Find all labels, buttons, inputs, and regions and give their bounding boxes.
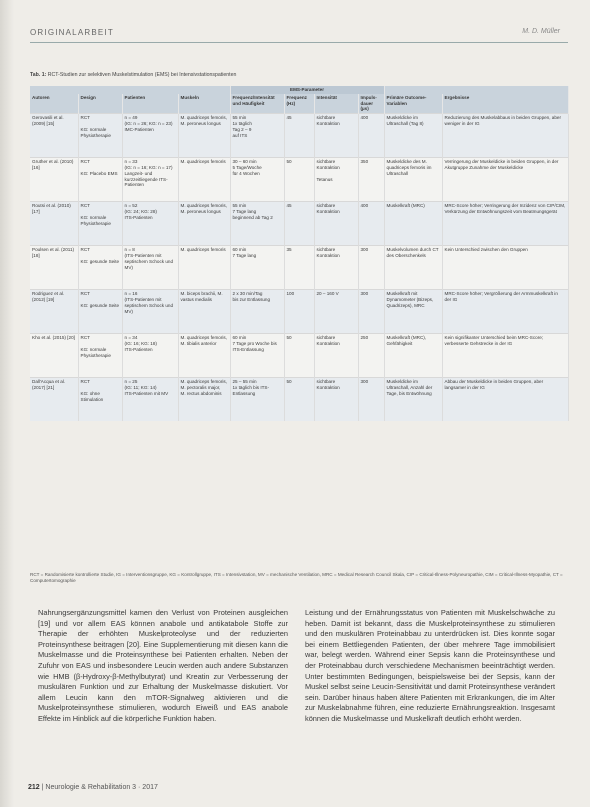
table-row (30, 246, 568, 290)
table-cell-outcome: Muskeldicke im Ultraschall, Anzahl der Tage, bis Entwöhnung (384, 378, 442, 422)
table-row (30, 202, 568, 246)
study-table-grid (30, 86, 569, 421)
table-cell-intensitaet: 20 – 160 V (314, 290, 358, 334)
table-caption-label: Tab. 1: (30, 72, 47, 78)
page-shadow (0, 0, 14, 807)
table-cell-haeufigkeit: 55 min 1x täglich Tag 2 – 9 auf ITS (230, 114, 284, 158)
table-cell-design: RCT KG: gesunde Seite (78, 246, 122, 290)
table-cell-autoren: Gerovasili et al. (2009) [15] (30, 114, 78, 158)
table-cell-outcome: Muskelkraft (MRC) (384, 202, 442, 246)
table-cell-impuls: 350 (358, 158, 384, 202)
table-cell-impuls: 300 (358, 290, 384, 334)
table-cell-design: RCT KG: normale Physiotherapie (78, 334, 122, 378)
table-cell-haeufigkeit: 30 – 60 min 5 Tage/Woche für 4 Wochen (230, 158, 284, 202)
table-cell-patienten: n = 16 (ITS-Patienten mit septischem Schock und MV) (122, 290, 178, 334)
table-cell-patienten: n = 33 (IG: n = 16; KG: n = 17) Langzeit- und kurzzeitliegende ITS-Patienten (122, 158, 178, 202)
table-cell-muskeln: M. quadriceps femoris, M. peroneus longus (178, 202, 230, 246)
table-cell-impuls: 250 (358, 334, 384, 378)
table-cell-outcome: Muskelkraft mit Dynamometer (Bizeps, Quadrizeps), MRC (384, 290, 442, 334)
column-header: Primäre Outcome-Variablen (384, 94, 442, 114)
header-spacer-right (384, 86, 568, 94)
column-header: Frequenz (Hz) (284, 94, 314, 114)
table-cell-ergebnisse: MRC-Score höher; Vergrößerung der Armmuskelkraft in der IG (442, 290, 568, 334)
header-rule (30, 42, 568, 43)
table-cell-haeufigkeit: 60 min 7 Tage lang (230, 246, 284, 290)
table-cell-ergebnisse: MRC-Score höher; Verringerung der Inzidenz von CIP/CIM, Verkürzung der Entwöhnungszeit vom Beatmungsgerät (442, 202, 568, 246)
page-footer (28, 784, 158, 791)
table-cell-muskeln: M. quadriceps femoris, M. pectoralis major, M. rectus abdominis (178, 378, 230, 422)
column-header: Impuls-dauer (µs) (358, 94, 384, 114)
table-footnote: RCT = Randomisierte kontrollierte Studie, IG = Interventionsgruppe, KG = Kontrollgruppe, ITS = Intensivstation, MV = mechanische Ventilation, MRC = Medical Research Council Skala, CIP = Critical-Illness-Polyneuropathie, CIM = Critical-Illness-Myopathie, CT = Computertomographie (30, 572, 563, 583)
table-cell-impuls: 300 (358, 378, 384, 422)
table-cell-frequenz: 45 (284, 202, 314, 246)
table-cell-muskeln: M. quadriceps femoris (178, 158, 230, 202)
body-column-right: Leistung und der Ernährungsstatus von Patienten mit Muskelschwäche zu heben. Damit ist bekannt, dass die Muskelproteinsynthese zu stimulieren und den muskulären Proteinabbau zu unterdrücken ist. Dies konnte sogar bei einem Bettliegenden Patienten, der über mehrere Tage immobilisiert war, belegt werden. Während einer Sepsis kann die Proteinsynthese und der Proteinabbau durch verschiedene Mechanismen beeinträchtigt werden. Unter bestimmten Bedingungen, beispielsweise bei der Sepsis, kann der Muskel selbst seine Leucin-Sensitivität und damit Proteinsynthese verändert sein. Darüber hinaus haben ältere Patienten mit Erkrankungen, die im Alter zur Muskelabnahme führen, eine reduzierte Ernährungsreaktion. Insgesamt können die Muskelmasse und Muskelkraft deutlich erhöht werden. (305, 608, 555, 723)
table-row (30, 334, 568, 378)
table-cell-design: RCT KG: ohne Stimulation (78, 378, 122, 422)
table-cell-impuls: 400 (358, 114, 384, 158)
table-cell-outcome: Muskelkraft (MRC), Gehfähigkeit (384, 334, 442, 378)
table-cell-muskeln: M. quadriceps femoris, M. peroneus longus (178, 114, 230, 158)
table-cell-impuls: 300 (358, 246, 384, 290)
section-label: ORIGINALARBEIT (30, 28, 114, 37)
table-cell-haeufigkeit: 60 min 7 Tage pro Woche bis ITS-Entlassung (230, 334, 284, 378)
column-header: Frequenz/Intensität und Häufigkeit (230, 94, 284, 114)
table-cell-autoren: Rodriguez et al. (2012) [19] (30, 290, 78, 334)
table-cell-patienten: n = 8 (ITS-Patienten mit septischem Schock und MV) (122, 246, 178, 290)
table-cell-autoren: Dall'Acqua et al. (2017) [21] (30, 378, 78, 422)
body-column-left: Nahrungsergänzungsmittel kamen den Verlust von Proteinen ausgleichen [19] und vor allem EAS können anabole und antikatabole Stoffe zur Therapie der erhöhten Muskelproteolyse und der reduzierten Proteinsynthese beitragen [20]. Eine Supplementierung mit diesen kann die Muskelmasse und die Proteinsynthese bei Patienten erhalten. Neben der Zufuhr von EAS und insbesondere Leucin werden auch andere Substanzen wie HMB (β-Hydroxy-β-Methylbutyrat) und Kreatin zur Verbesserung der muskulären Funktion und zur Erhaltung der Muskelmasse diskutiert. Vor allem Leucin kann den mTOR-Signalweg aktivieren und die Muskelproteinsynthese stimulieren, wodurch Eiweiß und EAS anabole Effekte im Hinblick auf die körperliche Funktion haben. (38, 608, 288, 723)
table-cell-patienten: n = 25 (IG: 11; KG: 14) ITS-Patienten mit MV (122, 378, 178, 422)
table-row (30, 114, 568, 158)
footer-separator: | (41, 784, 46, 791)
table-cell-autoren: Poulsen et al. (2011) [18] (30, 246, 78, 290)
table-cell-patienten: n = 49 (IG: n = 26; KG: n = 23) IMC-Patienten (122, 114, 178, 158)
column-header: Patienten (122, 94, 178, 114)
table-body (30, 114, 568, 422)
table-cell-autoren: Gruther et al. (2010) [16] (30, 158, 78, 202)
table-cell-frequenz: 45 (284, 114, 314, 158)
table-cell-intensitaet: sichtbare Kontraktion (314, 246, 358, 290)
table-cell-ergebnisse: Verringerung der Muskeldicke in beiden Gruppen, in der Akutgruppe Zunahme der Muskeldicke (442, 158, 568, 202)
table-cell-haeufigkeit: 25 – 55 min 1x täglich bis ITS-Entlassung (230, 378, 284, 422)
table-cell-intensitaet: sichtbare Kontraktion Tetanus (314, 158, 358, 202)
table-cell-design: RCT KG: normale Physiotherapie (78, 114, 122, 158)
table-cell-muskeln: M. quadriceps femoris (178, 246, 230, 290)
page-number: 212 (28, 784, 40, 791)
table-cell-autoren: Kho et al. (2015) [20] (30, 334, 78, 378)
table-cell-intensitaet: sichtbare Kontraktion (314, 202, 358, 246)
table-cell-impuls: 400 (358, 202, 384, 246)
table-cell-muskeln: M. biceps brachii, M. vastus medialis (178, 290, 230, 334)
column-header: Muskeln (178, 94, 230, 114)
table-cell-ergebnisse: Abbau der Muskeldicke in beiden Gruppen, aber langsamer in der IG (442, 378, 568, 422)
table-cell-intensitaet: sichtbare Kontraktion (314, 114, 358, 158)
column-header-row (30, 94, 568, 114)
table-cell-muskeln: M. quadriceps femoris, M. tibialis anterior (178, 334, 230, 378)
table-cell-frequenz: 50 (284, 158, 314, 202)
table-cell-frequenz: 50 (284, 334, 314, 378)
table-cell-outcome: Muskeldicke im Ultraschall (Tag 8) (384, 114, 442, 158)
table-caption (30, 72, 568, 78)
table-row (30, 158, 568, 202)
table-cell-frequenz: 35 (284, 246, 314, 290)
column-header: Intensität (314, 94, 358, 114)
table-cell-outcome: Muskeldicke des M. quadriceps femoris im Ultraschall (384, 158, 442, 202)
column-header: Autoren (30, 94, 78, 114)
table-cell-outcome: Muskelvolumen durch CT des Oberschenkels (384, 246, 442, 290)
table-cell-design: RCT KG: normale Physiotherapie (78, 202, 122, 246)
study-table (30, 86, 568, 421)
journal-name: Neurologie & Rehabilitation 3 · 2017 (45, 784, 158, 791)
table-caption-text: RCT-Studien zur selektiven Muskelstimulation (EMS) bei Intensivstationspatienten (47, 72, 237, 78)
table-cell-ergebnisse: Kein Unterschied zwischen den Gruppen (442, 246, 568, 290)
table-cell-patienten: n = 34 (IG: 16; KG: 18) ITS-Patienten (122, 334, 178, 378)
table-cell-ergebnisse: Kein signifikanter Unterschied beim MRC-Score; verbesserte Gehstrecke in der IG (442, 334, 568, 378)
ems-group-header: EMS-Parameter (230, 86, 384, 94)
table-cell-intensitaet: sichtbare Kontraktion (314, 334, 358, 378)
column-header: Ergebnisse (442, 94, 568, 114)
table-cell-frequenz: 100 (284, 290, 314, 334)
column-header: Design (78, 94, 122, 114)
table-cell-design: RCT KG: gesunde Seite (78, 290, 122, 334)
table-cell-frequenz: 50 (284, 378, 314, 422)
table-cell-autoren: Routsi et al. (2010) [17] (30, 202, 78, 246)
table-row (30, 378, 568, 422)
table-cell-intensitaet: sichtbare Kontraktion (314, 378, 358, 422)
table-cell-design: RCT KG: Placebo EMS (78, 158, 122, 202)
header-spacer (30, 86, 230, 94)
running-author: M. D. Müller (522, 28, 560, 35)
table-cell-haeufigkeit: 55 min 7 Tage lang beginnend ab Tag 2 (230, 202, 284, 246)
table-cell-ergebnisse: Reduzierung des Muskelabbaus in beiden Gruppen, aber weniger in der IG (442, 114, 568, 158)
table-cell-haeufigkeit: 2 x 30 min/Tag bis zur Entlassung (230, 290, 284, 334)
table-row (30, 290, 568, 334)
table-cell-patienten: n = 52 (IG: 24; KG: 28) ITS-Patienten (122, 202, 178, 246)
